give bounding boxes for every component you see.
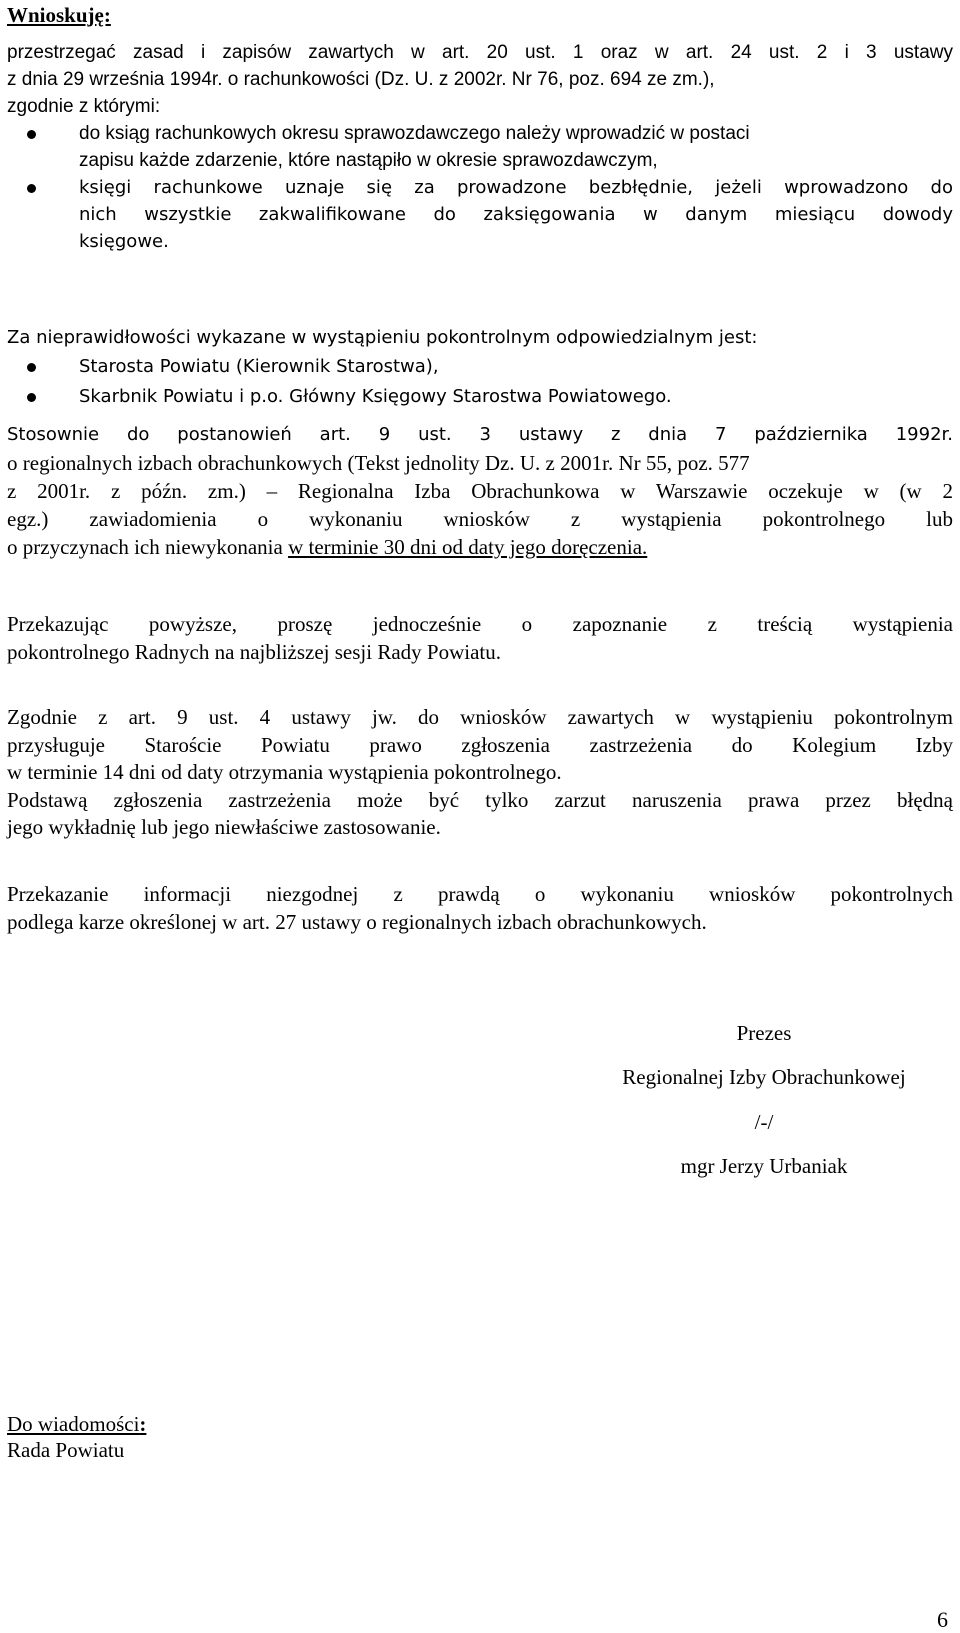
notice-line: o regionalnych izbach obrachunkowych (Tekst jednolity Dz. U. z 2001r. Nr 55, poz. 577 xyxy=(7,451,750,475)
signature-role: Prezes xyxy=(736,1021,792,1045)
objection-line: w terminie 14 dni od daty otrzymania wystąpienia pokontrolnego. xyxy=(7,760,562,785)
bullet-line: zapisu każde zdarzenie, które nastąpiło w okresie sprawozdawczym, xyxy=(79,150,658,171)
distribution-title xyxy=(7,1411,146,1438)
signature-mark: /-/ xyxy=(754,1110,774,1134)
objection-line: Podstawą zgłoszenia zastrzeżenia może być tylko zarzut naruszenia prawa przez błędną xyxy=(7,787,953,812)
objection-line: Zgodnie z art. 9 ust. 4 ustawy jw. do wniosków zawartych w wystąpieniu pokontrolnym xyxy=(7,705,953,729)
notice-paragraph xyxy=(7,421,953,561)
distribution-title-colon: : xyxy=(139,1412,147,1436)
bullet-line: księgi rachunkowe uznaje się za prowadzone bezbłędnie, jeżeli wprowadzono do xyxy=(79,177,953,198)
notice-deadline: w terminie 30 dni od daty jego doręczenia. xyxy=(288,535,648,559)
distribution-recipient: Rada Powiatu xyxy=(7,1438,125,1462)
objection-line: jego wykładnię lub jego niewłaściwe zastosowanie. xyxy=(7,815,441,840)
notice-line: z 2001r. z późn. zm.) – Regionalna Izba Obrachunkowa w Warszawie oczekuje w (w 2 xyxy=(7,479,953,503)
responsibility-intro: Za nieprawidłowości wykazane w wystąpieniu pokontrolnym odpowiedzialnym jest: xyxy=(7,327,758,348)
intro-line: przestrzegać zasad i zapisów zawartych w art. 20 ust. 1 oraz w art. 24 ust. 2 i 3 ustawy xyxy=(7,42,953,63)
heading-wnioskuje: Wnioskuję: xyxy=(7,3,111,27)
transfer-paragraph xyxy=(7,610,953,666)
bullet-dot-icon xyxy=(27,130,36,139)
intro-line: z dnia 29 września 1994r. o rachunkowości (Dz. U. z 2002r. Nr 76, poz. 694 ze zm.), xyxy=(7,69,715,90)
transfer-line: pokontrolnego Radnych na najbliższej sesji Rady Powiatu. xyxy=(7,640,501,664)
distribution-title-text: Do wiadomości xyxy=(7,1412,140,1436)
bullet-dot-icon xyxy=(27,363,36,372)
bullet-dot-icon xyxy=(27,184,36,193)
notice-line: egz.) zawiadomienia o wykonaniu wniosków z wystąpienia pokontrolnego lub xyxy=(7,507,953,531)
intro-bullet-list xyxy=(7,120,953,255)
intro-line: zgodnie z którymi: xyxy=(7,96,161,117)
responsibility-item xyxy=(7,383,953,410)
bullet-item xyxy=(7,120,953,174)
notice-last-prefix: o przyczynach ich niewykonania xyxy=(7,535,289,559)
bullet-item xyxy=(7,174,953,255)
responsibility-item xyxy=(7,353,953,380)
intro-paragraph xyxy=(7,39,953,120)
transfer-line: Przekazując powyższe, proszę jednocześnie o zapoznanie z treścią wystąpienia xyxy=(7,612,953,636)
penalty-paragraph xyxy=(7,880,953,936)
responsibility-item-text: Starosta Powiatu (Kierownik Starostwa), xyxy=(79,356,439,377)
responsibility-item-text: Skarbnik Powiatu i p.o. Główny Księgowy Starostwa Powiatowego. xyxy=(79,386,672,407)
bullet-line: do ksiąg rachunkowych okresu sprawozdawczego należy wprowadzić w postaci xyxy=(79,123,750,144)
bullet-line: nich wszystkie zakwalifikowane do zaksięgowania w danym miesiącu dowody xyxy=(79,204,953,225)
page-number: 6 xyxy=(937,1607,948,1632)
bullet-line: księgowe. xyxy=(79,231,169,252)
notice-last-line xyxy=(7,533,953,561)
signature-institution: Regionalnej Izby Obrachunkowej xyxy=(622,1065,906,1089)
objection-line: przysługuje Staroście Powiatu prawo zgłoszenia zastrzeżenia do Kolegium Izby xyxy=(7,732,953,757)
notice-line: Stosownie do postanowień art. 9 ust. 3 ustawy z dnia 7 października 1992r. xyxy=(7,424,953,445)
objection-paragraph xyxy=(7,704,953,842)
responsibility-section xyxy=(7,324,953,410)
penalty-line: Przekazanie informacji niezgodnej z prawdą o wykonaniu wniosków pokontrolnych xyxy=(7,882,953,906)
penalty-line: podlega karze określonej w art. 27 ustawy o regionalnych izbach obrachunkowych. xyxy=(7,910,707,934)
bullet-dot-icon xyxy=(27,393,36,402)
signature-name: mgr Jerzy Urbaniak xyxy=(680,1154,848,1178)
